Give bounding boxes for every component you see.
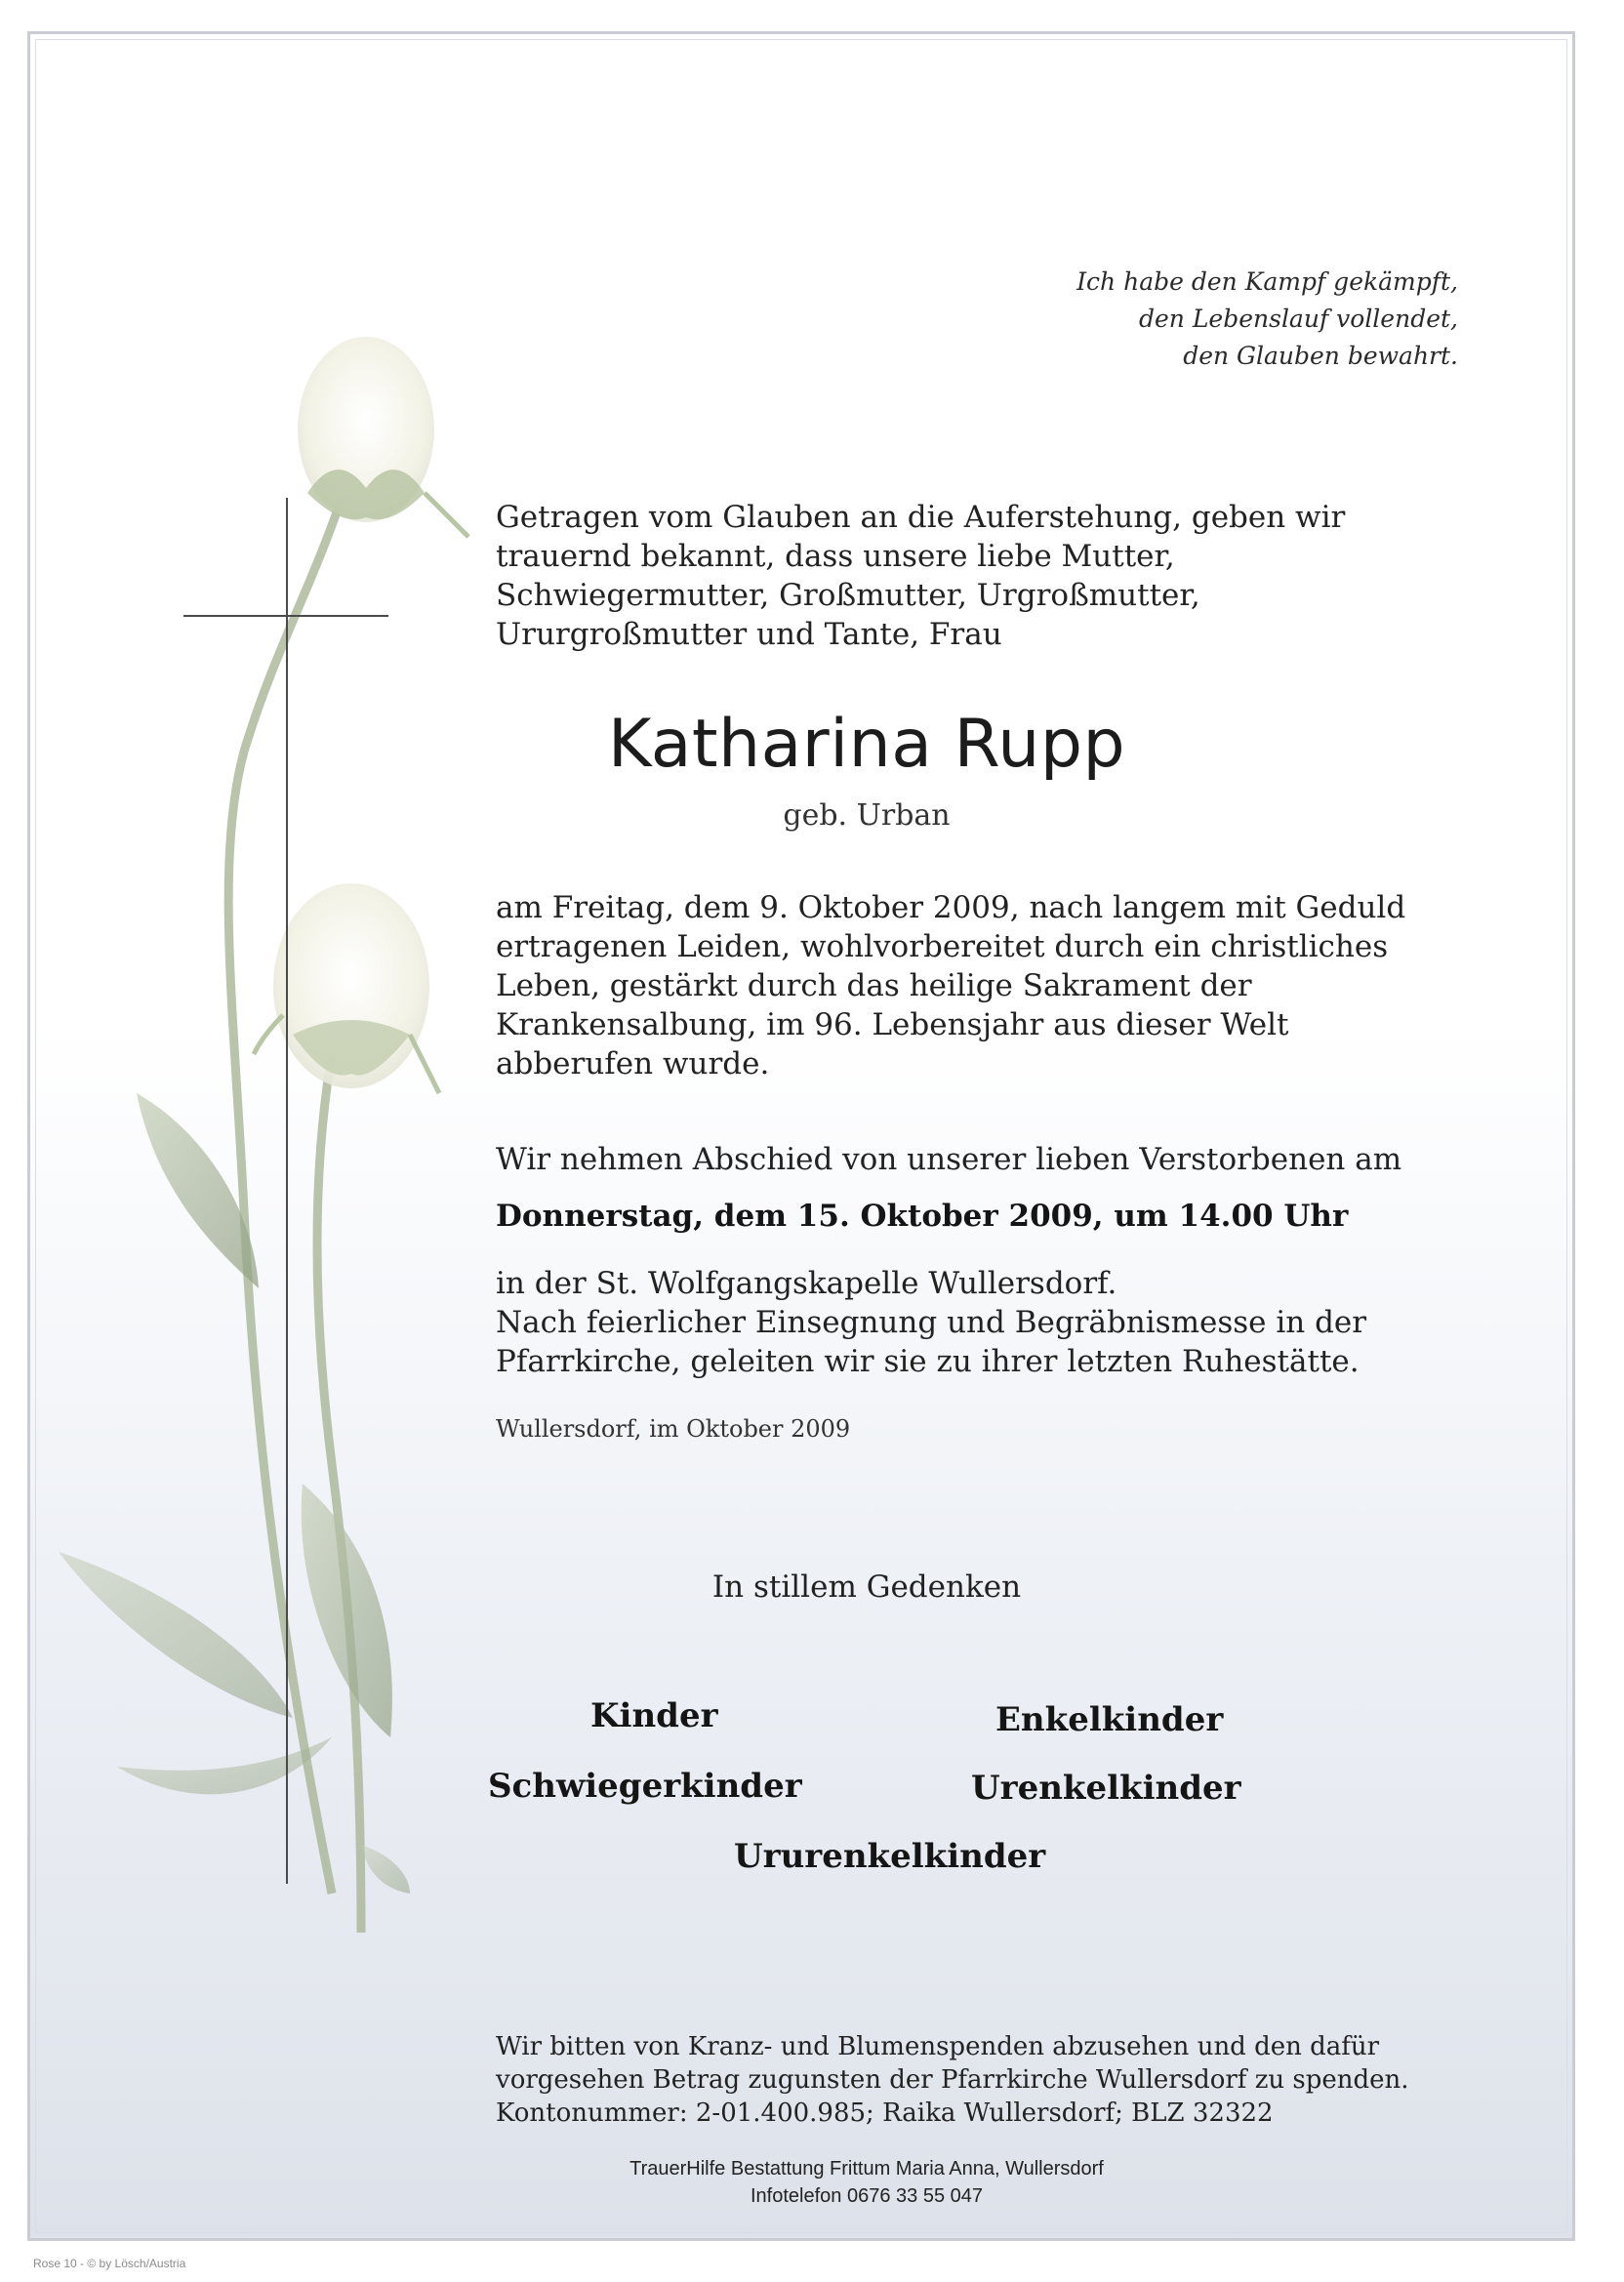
mourner-ururenkelkinder: Ururenkelkinder [734,1837,1046,1876]
in-memory-heading: In stillem Gedenken [711,1569,1022,1605]
place-line: in der St. Wolfgangskapelle Wullersdorf. [496,1266,1117,1301]
deceased-name: Katharina Rupp [607,706,1126,783]
maiden-name: geb. Urban [783,798,951,833]
funeral-place [496,1264,1366,1381]
death-notice-text [496,888,1405,1083]
intro-line: Schwiegermutter, Großmutter, Urgroßmutter, [496,578,1200,613]
rose-bud-top [298,337,468,537]
mourner-urenkelkinder: Urenkelkinder [971,1769,1241,1808]
intro-line: trauernd bekannt, dass unsere liebe Mutter, [496,539,1175,574]
verse-line: Ich habe den Kampf gekämpft, [1076,267,1458,296]
death-line: ertragenen Leiden, wohlvorbereitet durch ein christliches [496,929,1389,964]
intro-line: Getragen vom Glauben an die Auferstehung, geben wir [496,500,1346,535]
donation-line: Wir bitten von Kranz- und Blumenspenden abzusehen und den dafür [496,2032,1380,2061]
announcement-intro [496,498,1345,654]
donation-line: vorgesehen Betrag zugunsten der Pfarrkirche Wullersdorf zu spenden. [496,2065,1409,2095]
undertaker-line: Infotelefon 0676 33 55 047 [751,2185,983,2207]
bible-verse [1076,264,1458,375]
mourner-enkelkinder: Enkelkinder [995,1700,1224,1739]
death-line: am Freitag, dem 9. Oktober 2009, nach langem mit Geduld [496,890,1406,925]
death-line: Krankensalbung, im 96. Lebensjahr aus dieser Welt [496,1007,1289,1042]
donation-line: Kontonummer: 2-01.400.985; Raika Wullersdorf; BLZ 32322 [496,2099,1274,2128]
verse-line: den Glauben bewahrt. [1183,342,1458,370]
funeral-date: Donnerstag, dem 15. Oktober 2009, um 14.00 Uhr [496,1199,1349,1234]
intro-line: Ururgroßmutter und Tante, Frau [496,617,1002,652]
cross-vertical-bar [286,498,288,1884]
farewell-intro: Wir nehmen Abschied von unserer lieben Verstorbenen am [496,1142,1402,1177]
cross-horizontal-bar [183,615,388,617]
place-line: Pfarrkirche, geleiten wir sie zu ihrer letzten Ruhestätte. [496,1344,1360,1379]
image-credit: Rose 10 - © by Lösch/Austria [33,2257,186,2270]
undertaker-line: TrauerHilfe Bestattung Frittum Maria Anna, Wullersdorf [629,2158,1104,2180]
place-line: Nach feierlicher Einsegnung und Begräbnismesse in der [496,1305,1367,1340]
rose-illustration [39,332,488,1991]
verse-line: den Lebenslauf vollendet, [1138,305,1458,333]
donation-request [496,2030,1409,2130]
mourner-schwiegerkinder: Schwiegerkinder [488,1767,802,1806]
death-line: Leben, gestärkt durch das heilige Sakrament der [496,968,1252,1003]
rose-bloom-lower [254,883,439,1093]
place-and-date: Wullersdorf, im Oktober 2009 [496,1415,851,1443]
undertaker-info [496,2155,1238,2210]
death-line: abberufen wurde. [496,1046,770,1081]
mourner-kinder: Kinder [590,1696,718,1735]
